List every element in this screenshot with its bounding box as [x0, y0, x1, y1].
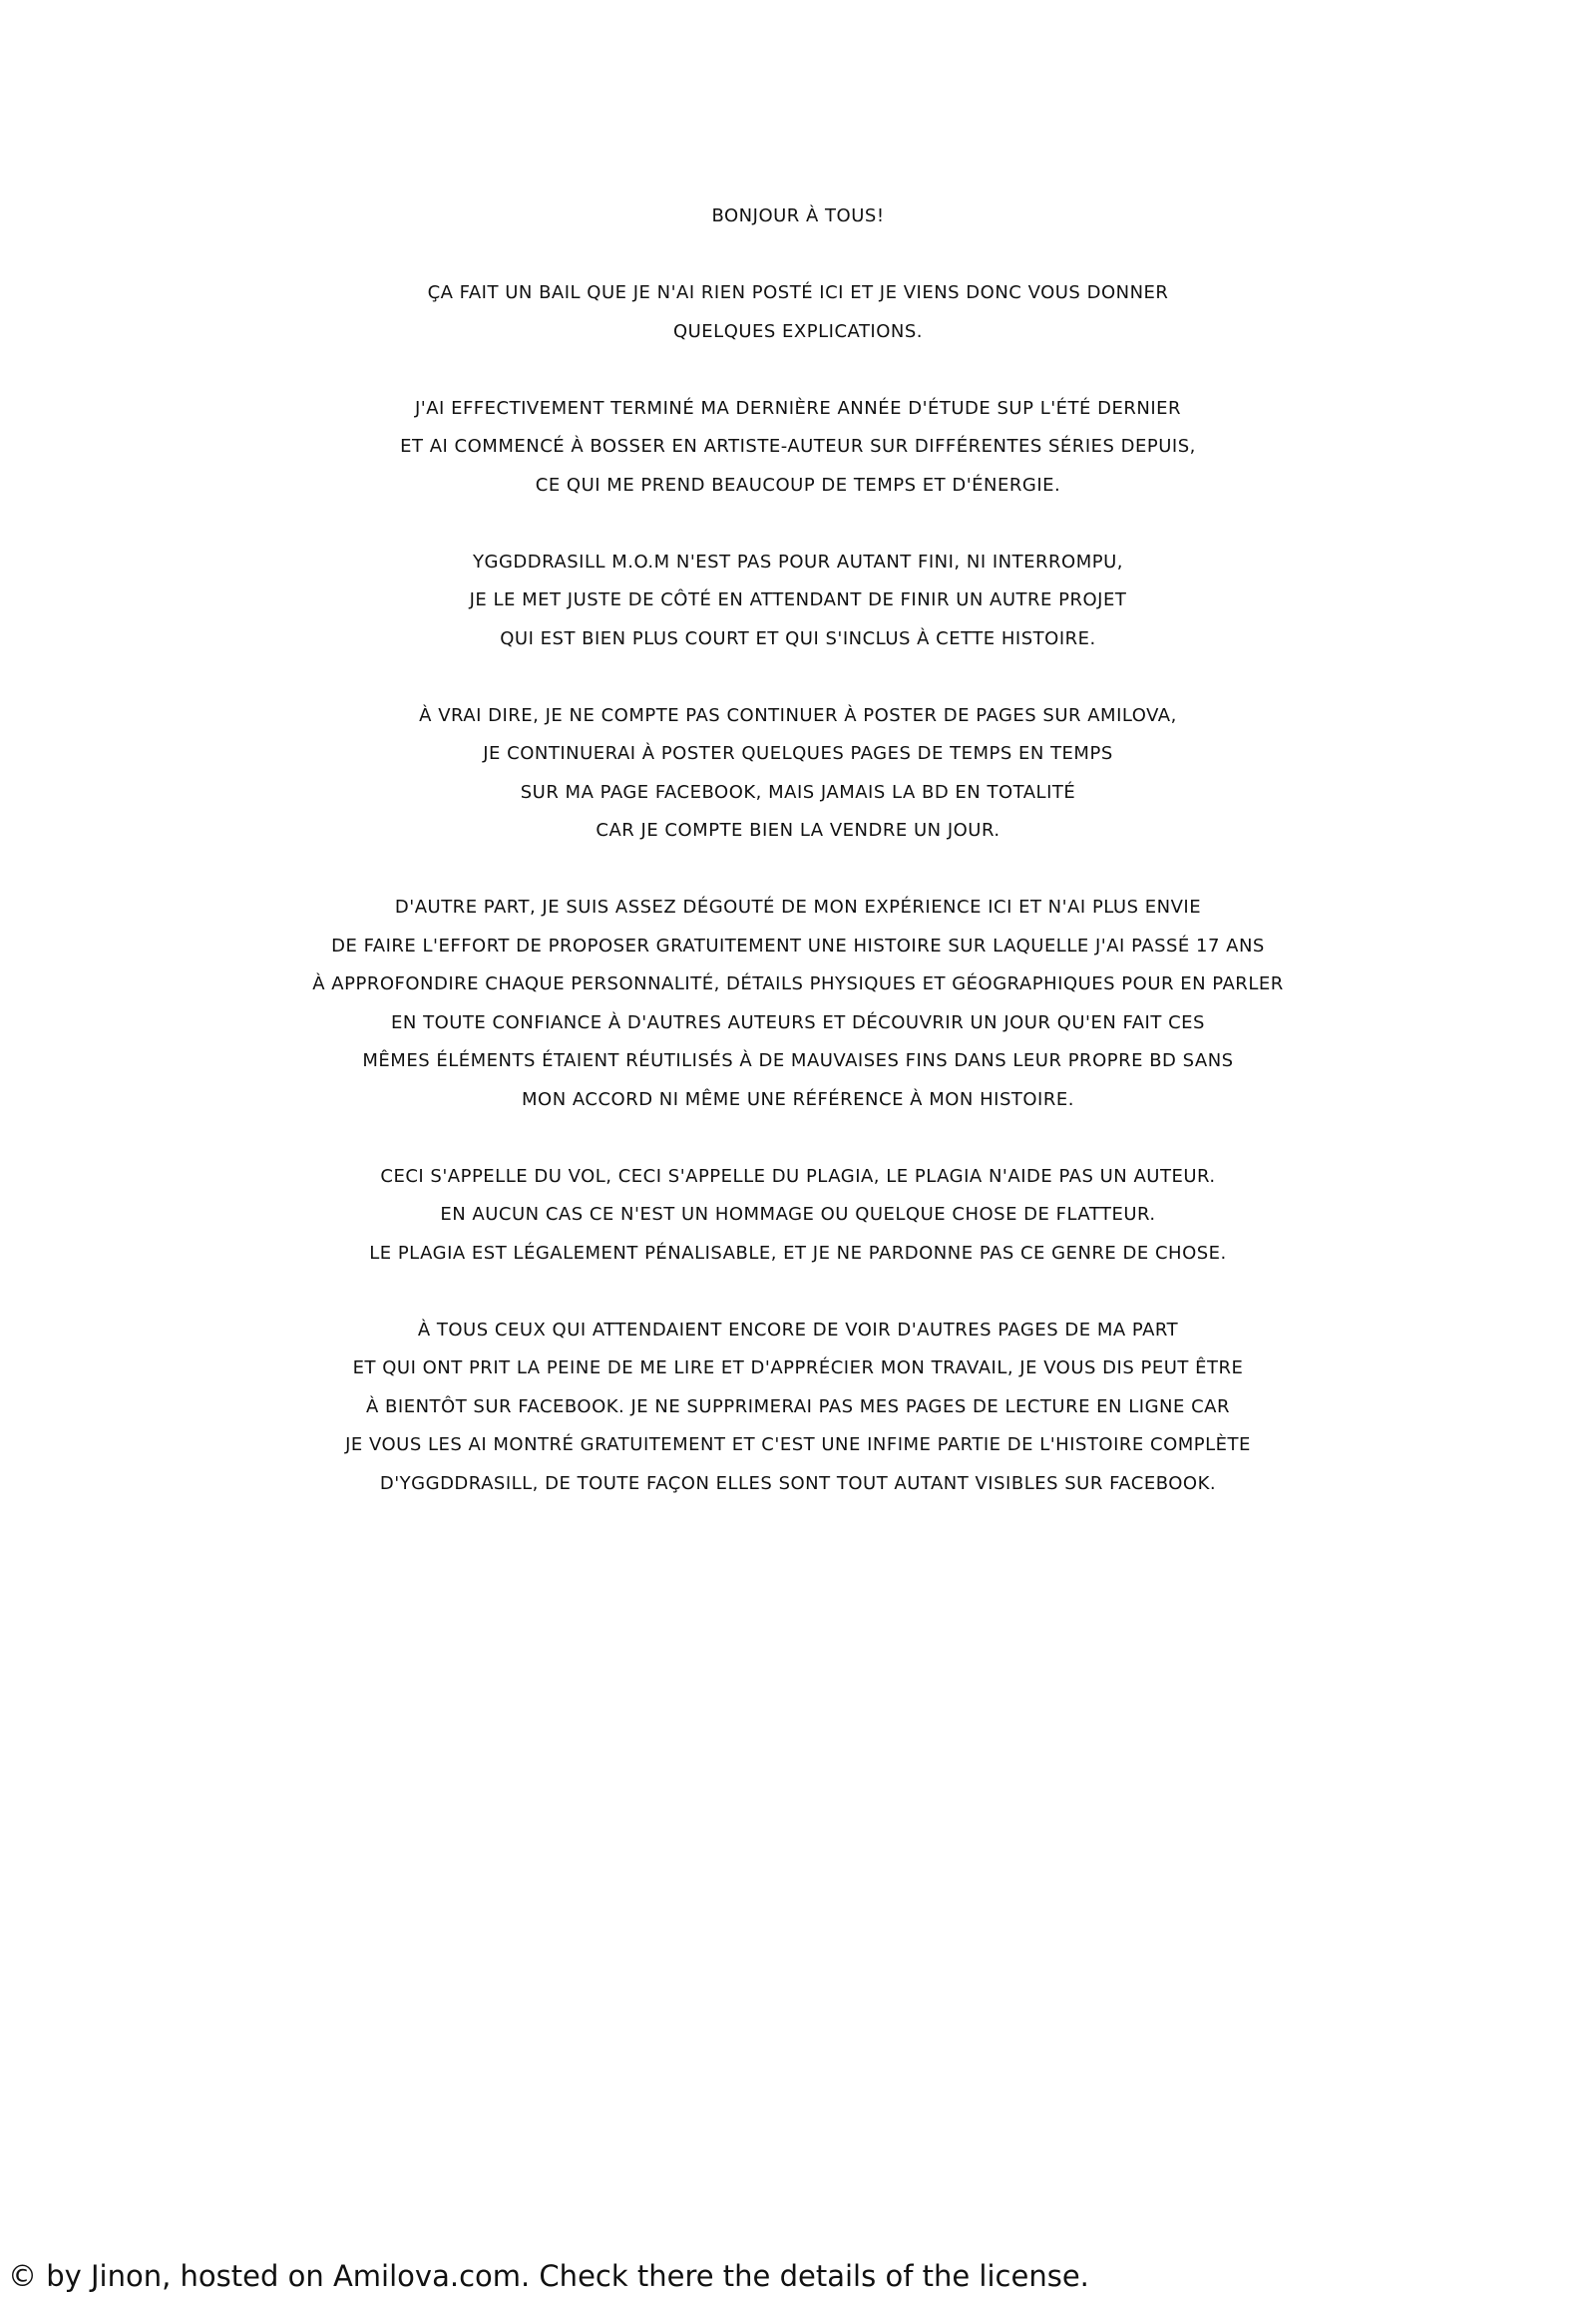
letter-paragraph — [0, 544, 1596, 659]
paragraph-line: CE QUI ME PREND BEAUCOUP DE TEMPS ET D'ÉNERGIE. — [535, 474, 1061, 496]
paragraph-line: JE LE MET JUSTE DE CÔTÉ EN ATTENDANT DE FINIR UN AUTRE PROJET — [469, 589, 1127, 610]
paragraph-line: YGGDDRASILL M.O.M N'EST PAS POUR AUTANT FINI, NI INTERROMPU, — [473, 551, 1123, 573]
paragraph-line: CECI S'APPELLE DU VOL, CECI S'APPELLE DU PLAGIA, LE PLAGIA N'AIDE PAS UN AUTEUR. — [380, 1165, 1216, 1187]
paragraph-line: À APPROFONDIRE CHAQUE PERSONNALITÉ, DÉTAILS PHYSIQUES ET GÉOGRAPHIQUES POUR EN PARLER — [312, 973, 1284, 994]
paragraph-line: ÇA FAIT UN BAIL QUE JE N'AI RIEN POSTÉ ICI ET JE VIENS DONC VOUS DONNER — [427, 282, 1169, 303]
paragraph-line: QUELQUES EXPLICATIONS. — [672, 320, 924, 342]
greeting — [0, 197, 1596, 236]
paragraph-line: À VRAI DIRE, JE NE COMPTE PAS CONTINUER À POSTER DE PAGES SUR AMILOVA, — [419, 704, 1177, 726]
paragraph-line: À BIENTÔT SUR FACEBOOK. JE NE SUPPRIMERAI PAS MES PAGES DE LECTURE EN LIGNE CAR — [366, 1395, 1230, 1417]
paragraph-line: QUI EST BIEN PLUS COURT ET QUI S'INCLUS À CETTE HISTOIRE. — [500, 627, 1096, 649]
paragraph-line: À TOUS CEUX QUI ATTENDAIENT ENCORE DE VOIR D'AUTRES PAGES DE MA PART — [417, 1319, 1179, 1341]
greeting-line: BONJOUR À TOUS! — [711, 205, 885, 226]
paragraph-line: D'AUTRE PART, JE SUIS ASSEZ DÉGOUTÉ DE MON EXPÉRIENCE ICI ET N'AI PLUS ENVIE — [394, 897, 1202, 918]
paragraph-line: ET AI COMMENCÉ À BOSSER EN ARTISTE-AUTEUR SUR DIFFÉRENTES SÉRIES DEPUIS, — [400, 436, 1196, 457]
letter-body — [0, 197, 1596, 1542]
letter-paragraph — [0, 697, 1596, 851]
paragraph-line: EN TOUTE CONFIANCE À D'AUTRES AUTEURS ET DÉCOUVRIR UN JOUR QU'EN FAIT CES — [391, 1011, 1205, 1033]
paragraph-line: SUR MA PAGE FACEBOOK, MAIS JAMAIS LA BD EN TOTALITÉ — [520, 781, 1076, 803]
paragraph-line: JE CONTINUERAI À POSTER QUELQUES PAGES DE TEMPS EN TEMPS — [483, 743, 1113, 764]
paragraph-line: LE PLAGIA EST LÉGALEMENT PÉNALISABLE, ET JE NE PARDONNE PAS CE GENRE DE CHOSE. — [369, 1242, 1227, 1264]
paragraph-line: ET QUI ONT PRIT LA PEINE DE ME LIRE ET D'APPRÉCIER MON TRAVAIL, JE VOUS DIS PEUT ÊTRE — [352, 1357, 1244, 1378]
letter-paragraph — [0, 390, 1596, 506]
letter-paragraphs — [0, 274, 1596, 1503]
letter-paragraph — [0, 1158, 1596, 1274]
license-footer: © by Jinon, hosted on Amilova.com. Check there the details of the license. — [8, 2259, 1089, 2293]
paragraph-line: MON ACCORD NI MÊME UNE RÉFÉRENCE À MON HISTOIRE. — [522, 1088, 1074, 1110]
paragraph-line: DE FAIRE L'EFFORT DE PROPOSER GRATUITEMENT UNE HISTOIRE SUR LAQUELLE J'AI PASSÉ 17 ANS — [331, 935, 1265, 957]
letter-paragraph — [0, 1312, 1596, 1504]
paragraph-line: EN AUCUN CAS CE N'EST UN HOMMAGE OU QUELQUE CHOSE DE FLATTEUR. — [440, 1204, 1156, 1225]
paragraph-line: J'AI EFFECTIVEMENT TERMINÉ MA DERNIÈRE ANNÉE D'ÉTUDE SUP L'ÉTÉ DERNIER — [414, 397, 1182, 419]
paragraph-line: CAR JE COMPTE BIEN LA VENDRE UN JOUR. — [596, 820, 1000, 841]
letter-paragraph — [0, 889, 1596, 1119]
letter-paragraph — [0, 274, 1596, 351]
paragraph-line: MÊMES ÉLÉMENTS ÉTAIENT RÉUTILISÉS À DE MAUVAISES FINS DANS LEUR PROPRE BD SANS — [362, 1050, 1234, 1071]
paragraph-line: D'YGGDDRASILL, DE TOUTE FAÇON ELLES SONT TOUT AUTANT VISIBLES SUR FACEBOOK. — [379, 1472, 1217, 1494]
paragraph-line: JE VOUS LES AI MONTRÉ GRATUITEMENT ET C'EST UNE INFIME PARTIE DE L'HISTOIRE COMPLÈTE — [345, 1434, 1251, 1455]
